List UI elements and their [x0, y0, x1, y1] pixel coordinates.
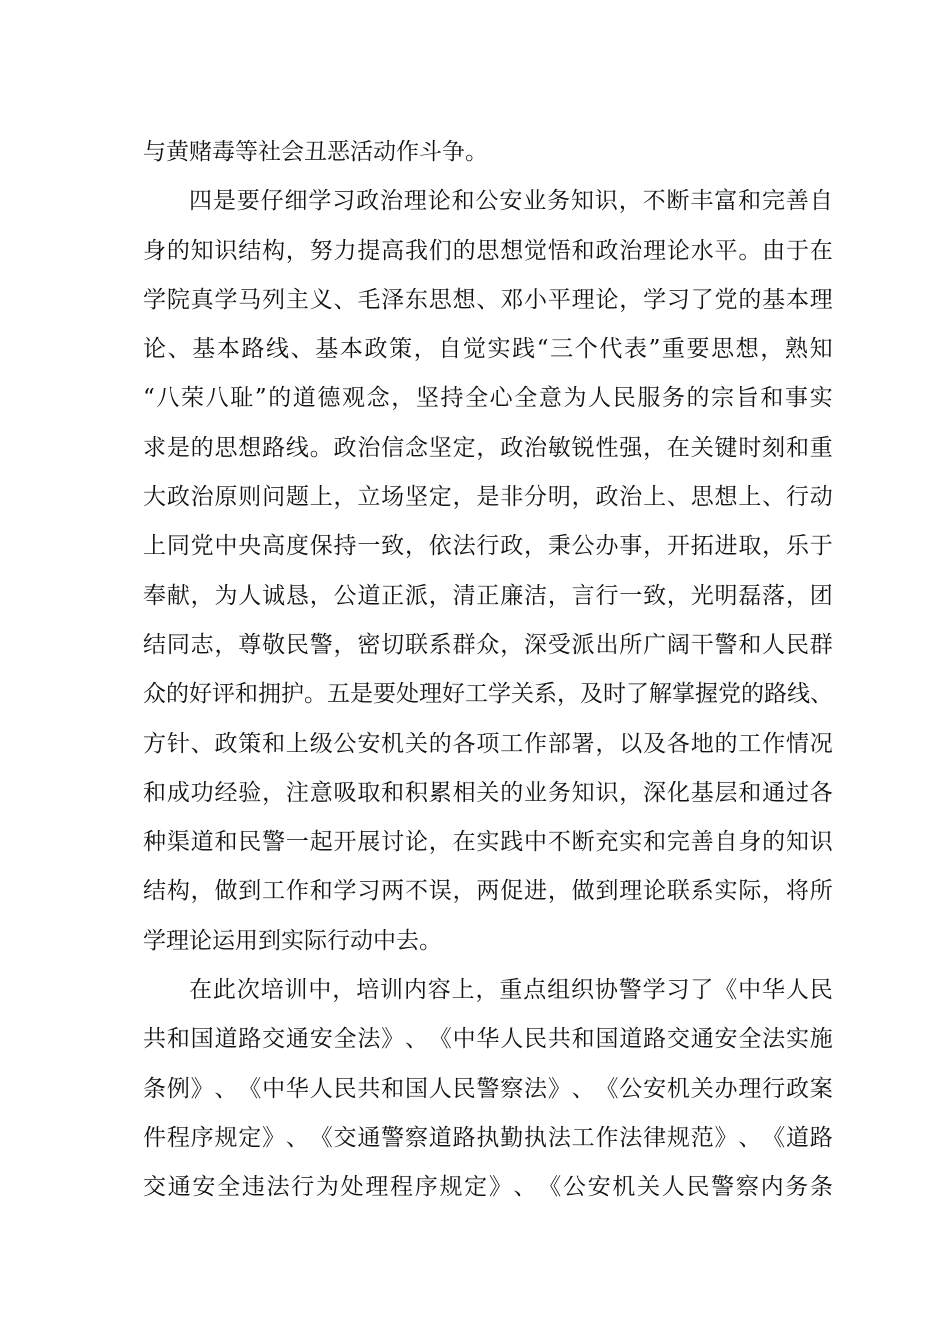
- text-line: 上 同 党 中 央 高 度 保 持 一 致 ， 依 法 行 政 ， 秉 公 办 事 ， 开 拓 进 取 ， 乐 于: [143, 533, 833, 560]
- text-line: 众 的 好 评 和 拥 护 。 五 是 要 处 理 好 工 学 关 系 ， 及 时 了 解 掌 握 党 的 路 线 、: [143, 681, 833, 708]
- text-line: 共 和 国 道 路 交 通 安 全 法 》 、 《 中 华 人 民 共 和 国 道 路 交 通 安 全 法 实 施: [143, 1026, 833, 1053]
- text-line: 在 此 次 培 训 中 ， 培 训 内 容 上 ， 重 点 组 织 协 警 学 习 了 《 中 华 人 民: [189, 977, 833, 1004]
- text-line: 学 院 真 学 马 列 主 义 、 毛 泽 东 思 想 、 邓 小 平 理 论 ， 学 习 了 党 的 基 本 理: [143, 286, 833, 313]
- text-line: 奉 献 ， 为 人 诚 恳 ， 公 道 正 派 ， 清 正 廉 洁 ， 言 行 一 致 ， 光 明 磊 落 ， 团: [143, 582, 833, 609]
- document-body: [143, 128, 833, 1213]
- text-line: 种 渠 道 和 民 警 一 起 开 展 讨 论 ， 在 实 践 中 不 断 充 实 和 完 善 自 身 的 知 识: [143, 829, 833, 856]
- text-line: 条 例 》 、 《 中 华 人 民 共 和 国 人 民 警 察 法 》 、 《 公 安 机 关 办 理 行 政 案: [143, 1075, 833, 1102]
- text-line: 方 针 、 政 策 和 上 级 公 安 机 关 的 各 项 工 作 部 署 ， 以 及 各 地 的 工 作 情 况: [143, 730, 833, 757]
- text-line: 交 通 安 全 违 法 行 为 处 理 程 序 规 定 》 、 《 公 安 机 关 人 民 警 察 内 务 条: [143, 1174, 833, 1201]
- text-line: 四 是 要 仔 细 学 习 政 治 理 论 和 公 安 业 务 知 识 ， 不 断 丰 富 和 完 善 自: [189, 188, 833, 215]
- text-line: 求 是 的 思 想 路 线 。 政 治 信 念 坚 定 ， 政 治 敏 锐 性 强 ， 在 关 键 时 刻 和 重: [143, 434, 833, 461]
- text-line: 大 政 治 原 则 问 题 上 ， 立 场 坚 定 ， 是 非 分 明 ， 政 治 上 、 思 想 上 、 行 动: [143, 484, 833, 511]
- text-line: 学理论运用到实际行动中去。: [143, 927, 442, 954]
- text-line: 与黄赌毒等社会丑恶活动作斗争。: [143, 139, 488, 165]
- text-line: 件 程 序 规 定 》 、 《 交 通 警 察 道 路 执 勤 执 法 工 作 法 律 规 范 》 、 《 道 路: [143, 1124, 833, 1151]
- text-line: 论 、 基 本 路 线 、 基 本 政 策 ， 自 觉 实 践 “ 三 个 代 表 ” 重 要 思 想 ， 熟 知: [143, 336, 833, 363]
- text-line: 结 构 ， 做 到 工 作 和 学 习 两 不 误 ， 两 促 进 ， 做 到 理 论 联 系 实 际 ， 将 所: [143, 878, 833, 905]
- text-line: 结 同 志 ， 尊 敬 民 警 ， 密 切 联 系 群 众 ， 深 受 派 出 所 广 阔 干 警 和 人 民 群: [143, 631, 833, 658]
- text-line: “ 八 荣 八 耻 ” 的 道 德 观 念 ， 坚 持 全 心 全 意 为 人 民 服 务 的 宗 旨 和 事 实: [143, 385, 833, 412]
- text-line: 和 成 功 经 验 ， 注 意 吸 取 和 积 累 相 关 的 业 务 知 识 ， 深 化 基 层 和 通 过 各: [143, 779, 833, 806]
- text-line: 身 的 知 识 结 构 ， 努 力 提 高 我 们 的 思 想 觉 悟 和 政 治 理 论 水 平 。 由 于 在: [143, 237, 833, 264]
